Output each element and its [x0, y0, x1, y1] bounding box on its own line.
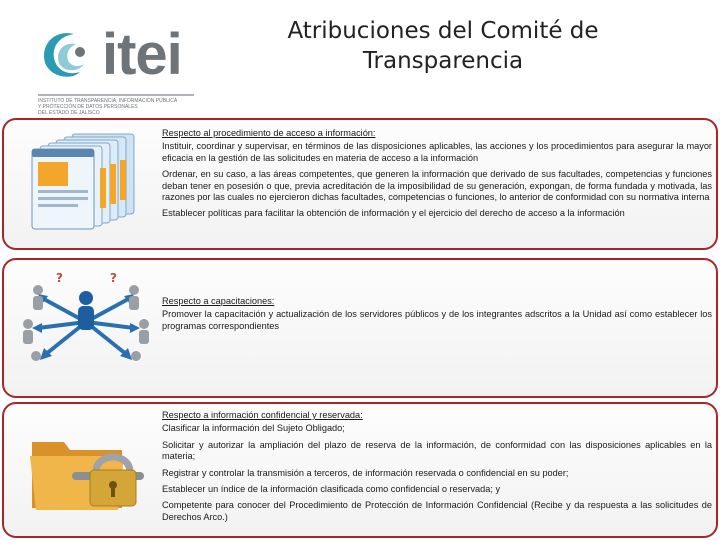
section-heading: Respecto a información confidencial y reservada:	[162, 410, 363, 420]
section-paragraph: Registrar y controlar la transmisión a terceros, de información reservada o confidencial en su poder;	[162, 467, 569, 478]
section-paragraph: Clasificar la información del Sujeto Obligado;	[162, 423, 345, 434]
section-paragraph: Establecer un índice de la información clasificada como confidencial o reservada; y	[162, 484, 501, 495]
page-title-line: Transparencia	[362, 48, 524, 74]
logo-subtitle-line: Y PROTECCIÓN DE DATOS PERSONALES	[38, 104, 138, 110]
section-confidential	[2, 402, 718, 538]
section-heading: Respecto a capacitaciones:	[162, 296, 275, 306]
logo-subtitle-line: DEL ESTADO DE JALISCO	[38, 110, 100, 116]
section-paragraph: Instituir, coordinar y supervisar, en términos de las disposiciones aplicables, las acciones y los procedimientos para asegurar la mayor eficacia en la gestión de las solicitudes en materia de acceso a la información	[162, 141, 712, 163]
logo-subtitle	[38, 94, 194, 116]
page-title	[228, 16, 658, 76]
section-content	[162, 128, 712, 225]
section-paragraph: Ordenar, en su caso, a las áreas competentes, que generen la información que derivado de sus facultades, competencias y funciones deban tener en posesión o que, previa acreditación de la imposibilidad de su generación, expongan, de forma fundada y motivada, las razones por las cuales no ejercieron dichas facultades, competencias o funciones, lo anterior de conformidad con su normativa interna	[162, 169, 712, 203]
svg-text:?: ?	[56, 271, 63, 285]
locked-folder-icon	[12, 412, 160, 520]
logo-subtitle-line: INSTITUTO DE TRANSPARENCIA, INFORMACIÓN PÚBLICA	[38, 98, 178, 104]
itei-swirl-icon	[36, 26, 94, 84]
people-network-icon	[12, 268, 160, 376]
section-paragraph: Establecer políticas para facilitar la obtención de información y el ejercicio del derecho de acceso a la información	[162, 208, 625, 219]
section-access-procedure	[2, 118, 718, 250]
page-title-line: Atribuciones del Comité de	[287, 18, 599, 44]
section-content	[162, 296, 712, 337]
section-training	[2, 258, 718, 398]
svg-text:?: ?	[110, 271, 117, 285]
logo-wordmark: itei	[102, 22, 182, 87]
itei-logo	[36, 22, 196, 114]
section-content	[162, 410, 712, 528]
section-heading: Respecto al procedimiento de acceso a información:	[162, 128, 376, 138]
section-paragraph: Promover la capacitación y actualización de los servidores públicos y de los integrantes adscritos a la Unidad así como establecer los programas correspondientes	[162, 309, 712, 331]
stacked-windows-icon	[12, 128, 160, 236]
section-paragraph: Solicitar y autorizar la ampliación del plazo de reserva de la información, de conformidad con las disposiciones aplicables en la materia;	[162, 439, 712, 462]
section-paragraph: Competente para conocer del Procedimiento de Protección de Información Confidencial (Recibe y da respuesta a las solicitudes de Derechos Arco.)	[162, 500, 712, 522]
